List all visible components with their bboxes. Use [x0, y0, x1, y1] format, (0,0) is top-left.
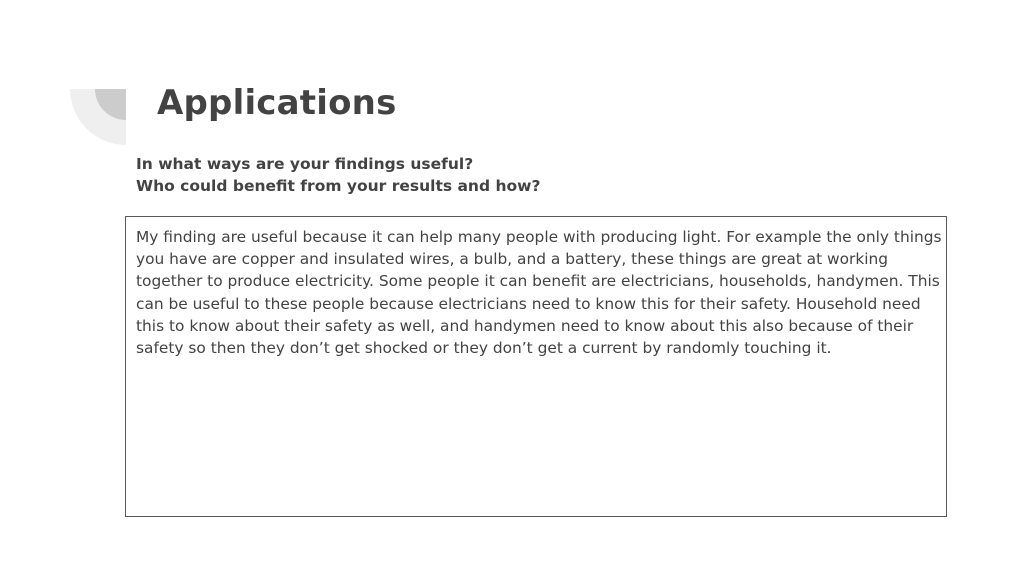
- prompt-question-2: Who could benefit from your results and how?: [136, 177, 541, 195]
- slide-title: Applications: [157, 83, 397, 123]
- prompt-block: [136, 153, 936, 197]
- prompt-question-1: In what ways are your findings useful?: [136, 155, 474, 173]
- corner-decoration: [70, 89, 126, 145]
- answer-paragraph: My finding are useful because it can help many people with producing light. For example the only things you have are copper and insulated wires, a bulb, and a battery, these things are great at working together to produce electricity. Some people it can benefit are electricians, households, handymen. This can be useful to these people because electricians need to know this for their safety. Household need this to know about their safety as well, and handymen need to know about this also because of their safety so then they don’t get shocked or they don’t get a current by randomly touching it.: [136, 228, 942, 358]
- answer-text-box[interactable]: [125, 216, 947, 517]
